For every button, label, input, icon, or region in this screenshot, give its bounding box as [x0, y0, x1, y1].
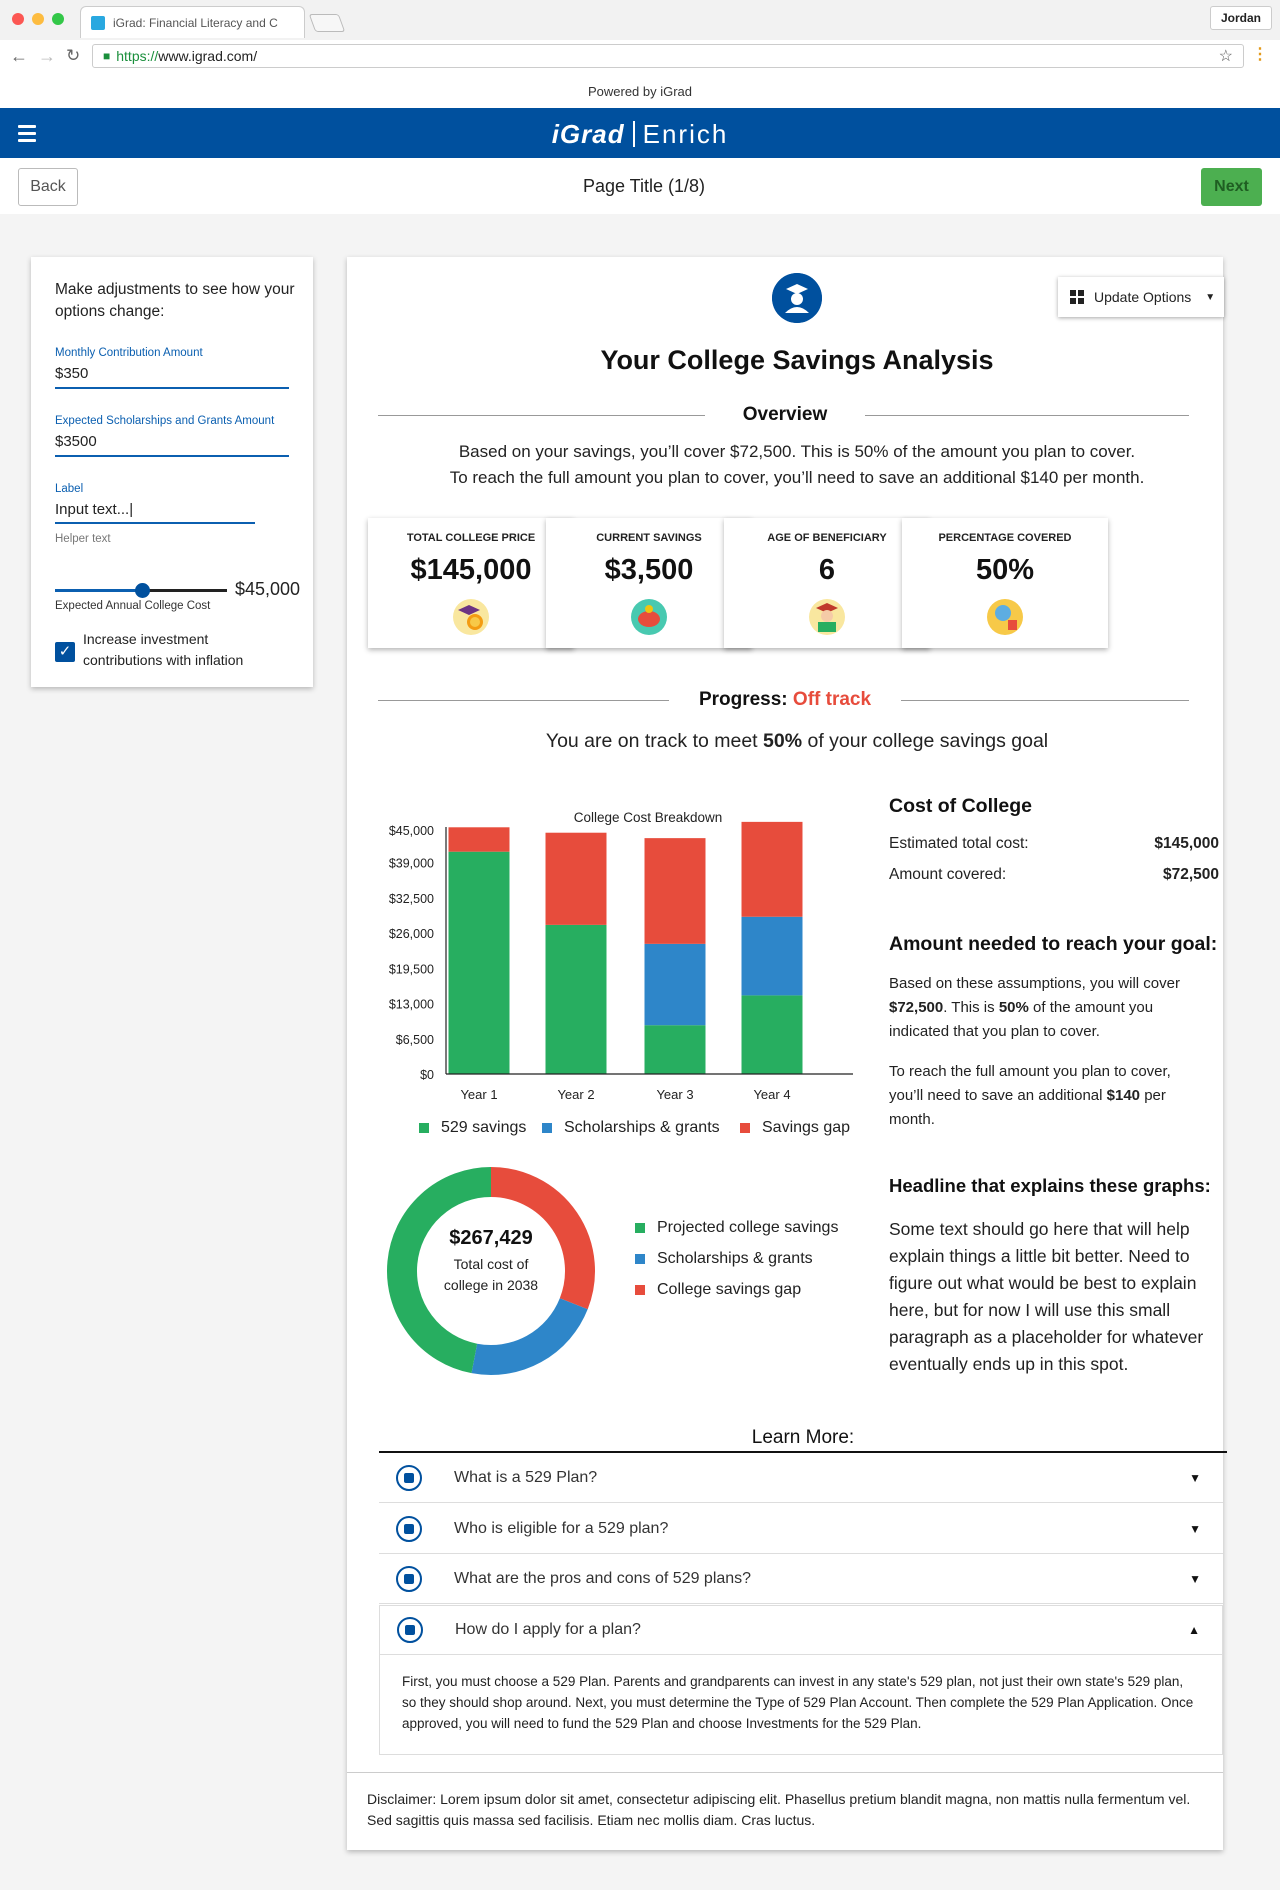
tab-title: iGrad: Financial Literacy and C [113, 15, 278, 30]
adjustments-panel [31, 257, 313, 687]
back-button[interactable]: Back [18, 168, 78, 206]
donut-total: $267,429 [449, 1227, 533, 1249]
bar-segment [742, 917, 803, 996]
maximize-window-icon[interactable] [52, 13, 64, 25]
analysis-card [347, 257, 1223, 1850]
amount-needed-para-1 [889, 972, 1199, 1044]
faq-what-is-529[interactable] [379, 1453, 1223, 1503]
caret-up-icon: ▲ [1188, 1623, 1200, 1637]
on-track-post: of your college savings goal [802, 730, 1049, 752]
disclaimer: Disclaimer: Lorem ipsum dolor sit amet, consectetur adipiscing elit. Phasellus pretium blandit magna, non mattis nulla fermentum vel. Sed sagittis quis massa sed facilisis. Etiam nec mollis diam. Cras luctus. [347, 1772, 1223, 1850]
site-header [0, 108, 1280, 158]
minimize-window-icon[interactable] [32, 13, 44, 25]
bar-segment [645, 944, 706, 1025]
stat-value: $3,500 [604, 554, 694, 586]
generic-text-input[interactable]: Input text...| [55, 501, 134, 518]
graphs-headline: Headline that explains these graphs: [889, 1175, 1211, 1196]
faq-how-apply[interactable] [379, 1605, 1223, 1655]
donut-center [385, 1227, 597, 1296]
stat-value: 6 [818, 554, 836, 586]
legend-swatch [542, 1123, 552, 1133]
stat-value: $145,000 [410, 554, 532, 586]
url-bar[interactable] [92, 44, 1244, 68]
address-row [0, 40, 1280, 72]
overview-heading: Overview [705, 404, 865, 426]
panel-intro: Make adjustments to see how your options change: [55, 281, 295, 320]
grid-icon [1070, 290, 1084, 304]
browser-menu-icon[interactable]: ⋮ [1252, 46, 1268, 63]
cost-slider-label: Expected Annual College Cost [55, 600, 211, 612]
faq-pros-cons[interactable] [379, 1554, 1223, 1604]
monthly-contribution-input[interactable]: $350 [55, 365, 89, 382]
donut-legend-item [635, 1250, 813, 1268]
donut-legend-item [635, 1281, 801, 1299]
bookmark-star-icon[interactable]: ☆ [1218, 48, 1233, 65]
stat-label: CURRENT SAVINGS [596, 532, 702, 544]
x-tick-label: Year 2 [557, 1087, 595, 1102]
cost-slider-value: $45,000 [235, 579, 301, 599]
legend-swatch [740, 1123, 750, 1133]
progress-status: Off track [792, 689, 872, 710]
progress-label: Progress: [698, 689, 788, 710]
page-title: Page Title (1/8) [582, 176, 706, 196]
legend-item [542, 1119, 720, 1137]
new-tab-button[interactable] [309, 14, 346, 32]
y-tick-label: $13,000 [388, 997, 434, 1012]
hamburger-menu-icon[interactable] [18, 125, 36, 146]
generic-field-underline [55, 522, 255, 524]
stat-label: AGE OF BENEFICIARY [767, 532, 887, 544]
bar-segment [742, 995, 803, 1074]
cost-of-college-heading: Cost of College [889, 795, 1033, 817]
overview-line-2: To reach the full amount you plan to cover, you’ll need to save an additional $140 per month. [449, 468, 1145, 487]
inflation-checkbox[interactable]: ✓ [55, 642, 75, 662]
y-tick-label: $0 [420, 1068, 434, 1082]
analysis-title: Your College Savings Analysis [600, 345, 994, 375]
legend-item [740, 1119, 850, 1137]
text: To reach the full amount you plan to cover, you’ll need to save an additional [889, 1063, 1171, 1104]
legend-label: Scholarships & grants [657, 1250, 813, 1267]
amount-covered-value: $72,500 [1162, 866, 1219, 883]
text-bold: $72,500 [889, 999, 944, 1016]
stat-value: 50% [975, 554, 1035, 586]
stat-label: TOTAL COLLEGE PRICE [406, 532, 536, 544]
inflation-checkbox-label: Increase investment contributions with inflation [83, 631, 244, 668]
scholarships-label: Expected Scholarships and Grants Amount [55, 415, 275, 427]
page-toolbar [0, 158, 1280, 214]
monthly-contribution-label: Monthly Contribution Amount [55, 347, 203, 359]
learn-more-heading: Learn More: [751, 1427, 855, 1448]
text: of the amount you indicated that you plan to cover. [889, 999, 1154, 1040]
faq-answer: First, you must choose a 529 Plan. Parents and grandparents can invest in any state's 529 plan, not just their own state's 529 plan, so they should shop around. Next, you must determine the Type of 529 Plan Account. Then complete the 529 Plan Application. Once approved, you will need to fund the 529 Plan and choose Investments for the 529 Plan. [379, 1655, 1223, 1755]
legend-label: Scholarships & grants [564, 1119, 720, 1136]
back-arrow-icon[interactable]: ← [10, 46, 28, 66]
stat-label: PERCENTAGE COVERED [938, 532, 1072, 544]
tag-icon [396, 1566, 422, 1592]
text: per month. [889, 1087, 1166, 1128]
legend-swatch [635, 1223, 645, 1233]
overview-line-1: Based on your savings, you’ll cover $72,500. This is 50% of the amount you plan to cover. [458, 442, 1136, 461]
faq-question: Who is eligible for a 529 plan? [454, 1519, 669, 1537]
y-tick-label: $26,000 [388, 927, 434, 942]
lock-icon: ■ [103, 49, 111, 63]
percent-hand-icon [986, 598, 1024, 636]
logo-divider [633, 121, 635, 147]
favicon-icon [91, 16, 105, 30]
legend-label: Savings gap [762, 1119, 851, 1136]
estimated-cost-value: $145,000 [1154, 835, 1219, 852]
y-tick-label: $6,500 [395, 1032, 434, 1047]
amount-needed-para-2 [889, 1060, 1199, 1132]
update-options-button[interactable] [1058, 277, 1224, 317]
graphs-explanation: Some text should go here that will help explain things a little bit better. Need to figure out what would be best to explain here, but for now I will use this small paragraph as a placeholder for whatever eventually ends up in this spot. [889, 1219, 1204, 1374]
scholarships-input[interactable]: $3500 [55, 433, 97, 450]
legend-item [419, 1119, 526, 1137]
donut-slice [474, 1304, 573, 1360]
legend-label: 529 savings [441, 1119, 527, 1136]
caret-down-icon: ▼ [1205, 291, 1216, 303]
donut-legend-item [635, 1219, 838, 1237]
y-tick-label: $39,000 [388, 856, 434, 871]
caret-down-icon: ▼ [1189, 1521, 1201, 1536]
speedometer-icon [396, 1465, 422, 1491]
x-tick-label: Year 3 [656, 1087, 694, 1102]
x-tick-label: Year 4 [753, 1087, 791, 1102]
text: Based on these assumptions, you will cover [889, 975, 1180, 992]
y-tick-label: $19,500 [388, 962, 434, 977]
chart-title: College Cost Breakdown [573, 810, 723, 825]
amount-needed-heading: Amount needed to reach your goal: [889, 933, 1218, 955]
generic-field-label: Label [55, 483, 84, 495]
tag-icon [396, 1516, 422, 1542]
on-track-percent: 50% [763, 730, 803, 752]
reload-icon[interactable]: ↻ [66, 46, 81, 65]
bar-segment [449, 852, 510, 1074]
legend-swatch [419, 1123, 429, 1133]
caret-down-icon: ▼ [1189, 1470, 1201, 1485]
text-bold: $140 [1106, 1087, 1141, 1104]
bar-segment [645, 838, 706, 944]
y-tick-label: $32,500 [388, 891, 434, 906]
url-host: www.igrad.com/ [158, 48, 258, 64]
site-logo[interactable] [550, 116, 730, 152]
cost-slider-fill [55, 589, 143, 592]
legend-swatch [635, 1285, 645, 1295]
document-icon [397, 1617, 423, 1643]
cost-slider-thumb[interactable] [135, 583, 150, 598]
update-options-label: Update Options [1094, 289, 1192, 305]
helper-text: Helper text [55, 533, 111, 545]
browser-chrome [0, 0, 1280, 72]
amount-covered-label: Amount covered: [889, 866, 1007, 883]
faq-who-eligible[interactable] [379, 1504, 1223, 1554]
donut-subtitle: Total cost of college in 2038 [443, 1256, 539, 1293]
faq-question: What are the pros and cons of 529 plans? [454, 1569, 752, 1587]
faq-question: What is a 529 Plan? [454, 1468, 598, 1486]
bar-segment [546, 833, 607, 925]
text-bold: 50% [998, 999, 1029, 1016]
legend-label: Projected college savings [657, 1219, 839, 1236]
text: . This is [943, 999, 999, 1016]
close-window-icon[interactable] [12, 13, 24, 25]
legend-swatch [635, 1254, 645, 1264]
bar-segment [742, 822, 803, 917]
monthly-contribution-underline [55, 387, 289, 389]
faq-question: How do I apply for a plan? [455, 1621, 641, 1638]
powered-by: Powered by iGrad [0, 72, 1280, 108]
bar-segment [645, 1025, 706, 1074]
url-scheme: https:// [116, 48, 159, 64]
browser-tab[interactable] [80, 6, 305, 38]
amount-covered-row [889, 866, 1219, 884]
logo-enrich: Enrich [642, 118, 729, 149]
stat-percentage-covered [902, 518, 1108, 648]
next-button[interactable]: Next [1201, 168, 1262, 206]
on-track-pre: You are on track to meet [545, 730, 764, 752]
scholarships-underline [55, 455, 289, 457]
y-tick-label: $45,000 [388, 824, 434, 838]
college-cost-chart [347, 257, 867, 1177]
profile-button[interactable]: Jordan [1210, 6, 1272, 30]
legend-label: College savings gap [657, 1281, 802, 1298]
estimated-cost-row [889, 835, 1219, 853]
x-tick-label: Year 1 [460, 1087, 498, 1102]
caret-down-icon: ▼ [1189, 1571, 1201, 1586]
bar-segment [546, 925, 607, 1074]
estimated-cost-label: Estimated total cost: [889, 835, 1029, 852]
forward-arrow-icon[interactable]: → [38, 46, 56, 66]
bar-segment [449, 827, 510, 851]
logo-igrad: iGrad [551, 118, 625, 149]
